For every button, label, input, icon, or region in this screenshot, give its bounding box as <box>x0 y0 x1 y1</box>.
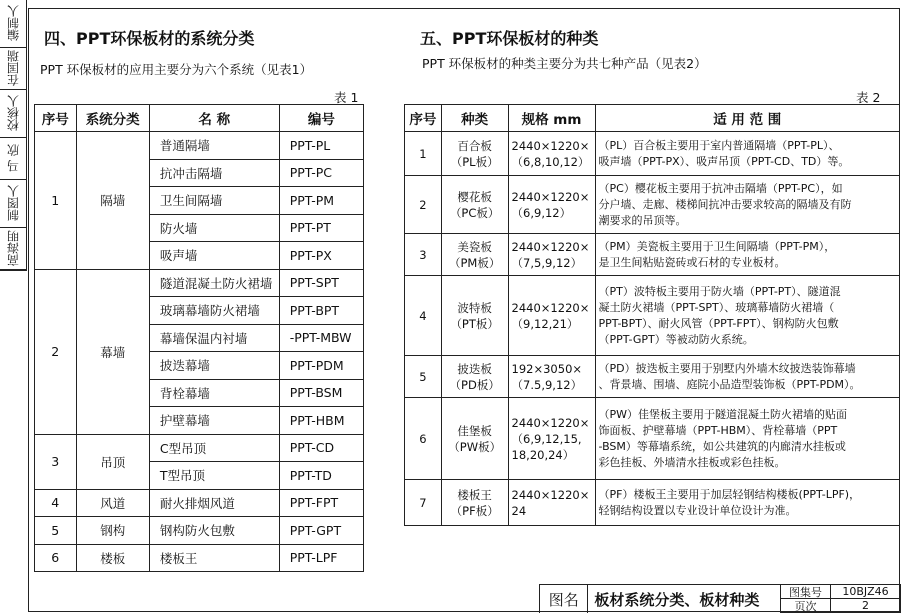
drawing-title: 板材系统分类、板材种类 <box>588 585 781 613</box>
row-number: 4 <box>35 489 77 517</box>
row-number: 6 <box>405 398 442 480</box>
item-code: PPT-PX <box>279 242 363 270</box>
item-name: 护壁幕墙 <box>149 407 279 435</box>
right-heading: 五、PPT环保板材的种类 <box>420 29 599 48</box>
item-code: PPT-HBM <box>279 407 363 435</box>
table-row <box>405 356 900 398</box>
panel-kind: 佳堡板 （PW板） <box>441 398 508 480</box>
panel-kind: 百合板 （PL板） <box>441 132 508 176</box>
item-name: 楼板王 <box>149 544 279 572</box>
item-code: PPT-PT <box>279 214 363 242</box>
item-name: C型吊顶 <box>149 434 279 462</box>
column-header: 适 用 范 围 <box>595 105 900 132</box>
signature-strip <box>0 0 27 271</box>
item-code: PPT-FPT <box>279 489 363 517</box>
item-code: PPT-BSM <box>279 379 363 407</box>
table-row <box>35 544 364 572</box>
panel-spec: 2440×1220× （7,5,9,12） <box>508 234 595 276</box>
panel-kind: 美瓷板 （PM板） <box>441 234 508 276</box>
title-label: 图名 <box>540 585 588 613</box>
panel-usage: （PW）佳堡板主要用于隧道混凝土防火裙墙的贴面 饰面板、护壁幕墙（PPT-HBM）、背栓幕墙（PPT -BSM）等幕墙系统，如公共建筑的内廊清水挂板或 彩色挂板、外墙清水挂板或彩色挂板。 <box>595 398 900 480</box>
column-header: 系统分类 <box>76 105 149 132</box>
column-header: 编号 <box>279 105 363 132</box>
signature-cell: 高海明 <box>0 228 26 270</box>
item-code: PPT-BPT <box>279 297 363 325</box>
panel-kind: 披迭板 （PD板） <box>441 356 508 398</box>
item-code: PPT-TD <box>279 462 363 490</box>
row-number: 3 <box>35 434 77 489</box>
title-block <box>539 584 901 613</box>
table1-tag: 表 1 <box>334 90 359 105</box>
column-header: 序号 <box>405 105 442 132</box>
item-code: PPT-PM <box>279 187 363 215</box>
panel-kind: 楼板王 （PF板） <box>441 480 508 526</box>
panel-kind: 樱花板 （PC板） <box>441 176 508 234</box>
item-name: 幕墙保温内衬墙 <box>149 324 279 352</box>
panel-usage: （PT）波特板主要用于防火墙（PPT-PT）、隧道混 凝土防火裙墙（PPT-SPT）、玻璃幕墙防火裙墙（ PPT-BPT）、耐火风管（PPT-FPT）、钢构防火包敷 （PPT-GPT）等被动防火系统。 <box>595 276 900 356</box>
table-row <box>35 489 364 517</box>
signature-cell: 马 欣 <box>0 138 26 180</box>
atlas-label: 图集号 <box>781 585 831 599</box>
signature-cell: 制图人 <box>0 180 26 228</box>
item-code: -PPT-MBW <box>279 324 363 352</box>
column-header: 规格 mm <box>508 105 595 132</box>
table-row <box>405 132 900 176</box>
table-row <box>35 269 364 297</box>
table-row <box>405 176 900 234</box>
panel-spec: 2440×1220× （6,8,10,12） <box>508 132 595 176</box>
system-category: 钢构 <box>76 517 149 545</box>
atlas-number: 10BJZ46 <box>831 585 901 599</box>
column-header: 名 称 <box>149 105 279 132</box>
right-intro: PPT 环保板材的种类主要分为共七种产品（见表2） <box>422 56 707 71</box>
signature-cell: 在国瑞 <box>0 48 26 90</box>
table2-tag: 表 2 <box>856 90 881 105</box>
table-row <box>35 434 364 462</box>
system-category: 楼板 <box>76 544 149 572</box>
table-2 <box>404 104 900 526</box>
item-name: 隧道混凝土防火裙墙 <box>149 269 279 297</box>
panel-usage: （PF）楼板王主要用于加层轻钢结构楼板(PPT-LPF)， 轻钢结构设置以专业设计单位设计为准。 <box>595 480 900 526</box>
row-number: 1 <box>35 132 77 270</box>
system-category: 隔墙 <box>76 132 149 270</box>
item-code: PPT-LPF <box>279 544 363 572</box>
item-name: 防火墙 <box>149 214 279 242</box>
system-category: 吊顶 <box>76 434 149 489</box>
table-row <box>405 234 900 276</box>
panel-usage: （PC）樱花板主要用于抗冲击隔墙（PPT-PC），如 分户墙、走廊、楼梯间抗冲击要求较高的隔墙及有防 潮要求的吊顶等。 <box>595 176 900 234</box>
header-row <box>405 105 900 132</box>
item-name: 钢构防火包敷 <box>149 517 279 545</box>
table-row <box>35 132 364 160</box>
page-number: 2 <box>831 599 901 613</box>
row-number: 5 <box>405 356 442 398</box>
panel-usage: （PD）披迭板主要用于别墅内外墙木纹披迭装饰幕墙 、背景墙、围墙、庭院小品造型装饰板（PPT-PDM）。 <box>595 356 900 398</box>
row-number: 2 <box>405 176 442 234</box>
row-number: 2 <box>35 269 77 434</box>
table-1 <box>34 104 364 572</box>
page-label: 页次 <box>781 599 831 613</box>
left-heading: 四、PPT环保板材的系统分类 <box>44 29 255 48</box>
item-name: 吸声墙 <box>149 242 279 270</box>
item-name: 耐火排烟风道 <box>149 489 279 517</box>
panel-kind: 波特板 （PT板） <box>441 276 508 356</box>
system-category: 风道 <box>76 489 149 517</box>
table-row <box>405 276 900 356</box>
row-number: 5 <box>35 517 77 545</box>
row-number: 3 <box>405 234 442 276</box>
item-code: PPT-PC <box>279 159 363 187</box>
left-intro: PPT 环保板材的应用主要分为六个系统（见表1） <box>40 62 313 77</box>
table-row <box>35 517 364 545</box>
item-name: 背栓幕墙 <box>149 379 279 407</box>
row-number: 6 <box>35 544 77 572</box>
panel-spec: 2440×1220× （9,12,21） <box>508 276 595 356</box>
item-code: PPT-CD <box>279 434 363 462</box>
header-row <box>35 105 364 132</box>
item-code: PPT-GPT <box>279 517 363 545</box>
table-row <box>405 398 900 480</box>
item-name: 抗冲击隔墙 <box>149 159 279 187</box>
item-name: 玻璃幕墙防火裙墙 <box>149 297 279 325</box>
table-row <box>405 480 900 526</box>
item-name: 普通隔墙 <box>149 132 279 160</box>
signature-cell: 编制人 <box>0 0 26 48</box>
column-header: 种类 <box>441 105 508 132</box>
panel-usage: （PM）美瓷板主要用于卫生间隔墙（PPT-PM）， 是卫生间粘贴瓷砖或石材的专业板材。 <box>595 234 900 276</box>
system-category: 幕墙 <box>76 269 149 434</box>
panel-spec: 2440×1220× （6,9,12,15, 18,20,24） <box>508 398 595 480</box>
row-number: 4 <box>405 276 442 356</box>
item-code: PPT-PL <box>279 132 363 160</box>
item-name: 卫生间隔墙 <box>149 187 279 215</box>
item-code: PPT-SPT <box>279 269 363 297</box>
signature-cell: 校核人 <box>0 90 26 138</box>
item-name: T型吊顶 <box>149 462 279 490</box>
item-code: PPT-PDM <box>279 352 363 380</box>
row-number: 7 <box>405 480 442 526</box>
panel-spec: 2440×1220× （6,9,12） <box>508 176 595 234</box>
item-name: 披迭幕墙 <box>149 352 279 380</box>
row-number: 1 <box>405 132 442 176</box>
column-header: 序号 <box>35 105 77 132</box>
panel-spec: 192×3050× （7.5,9,12） <box>508 356 595 398</box>
panel-usage: （PL）百合板主要用于室内普通隔墙（PPT-PL）、 吸声墙（PPT-PX）、吸声吊顶（PPT-CD、TD）等。 <box>595 132 900 176</box>
panel-spec: 2440×1220× 24 <box>508 480 595 526</box>
